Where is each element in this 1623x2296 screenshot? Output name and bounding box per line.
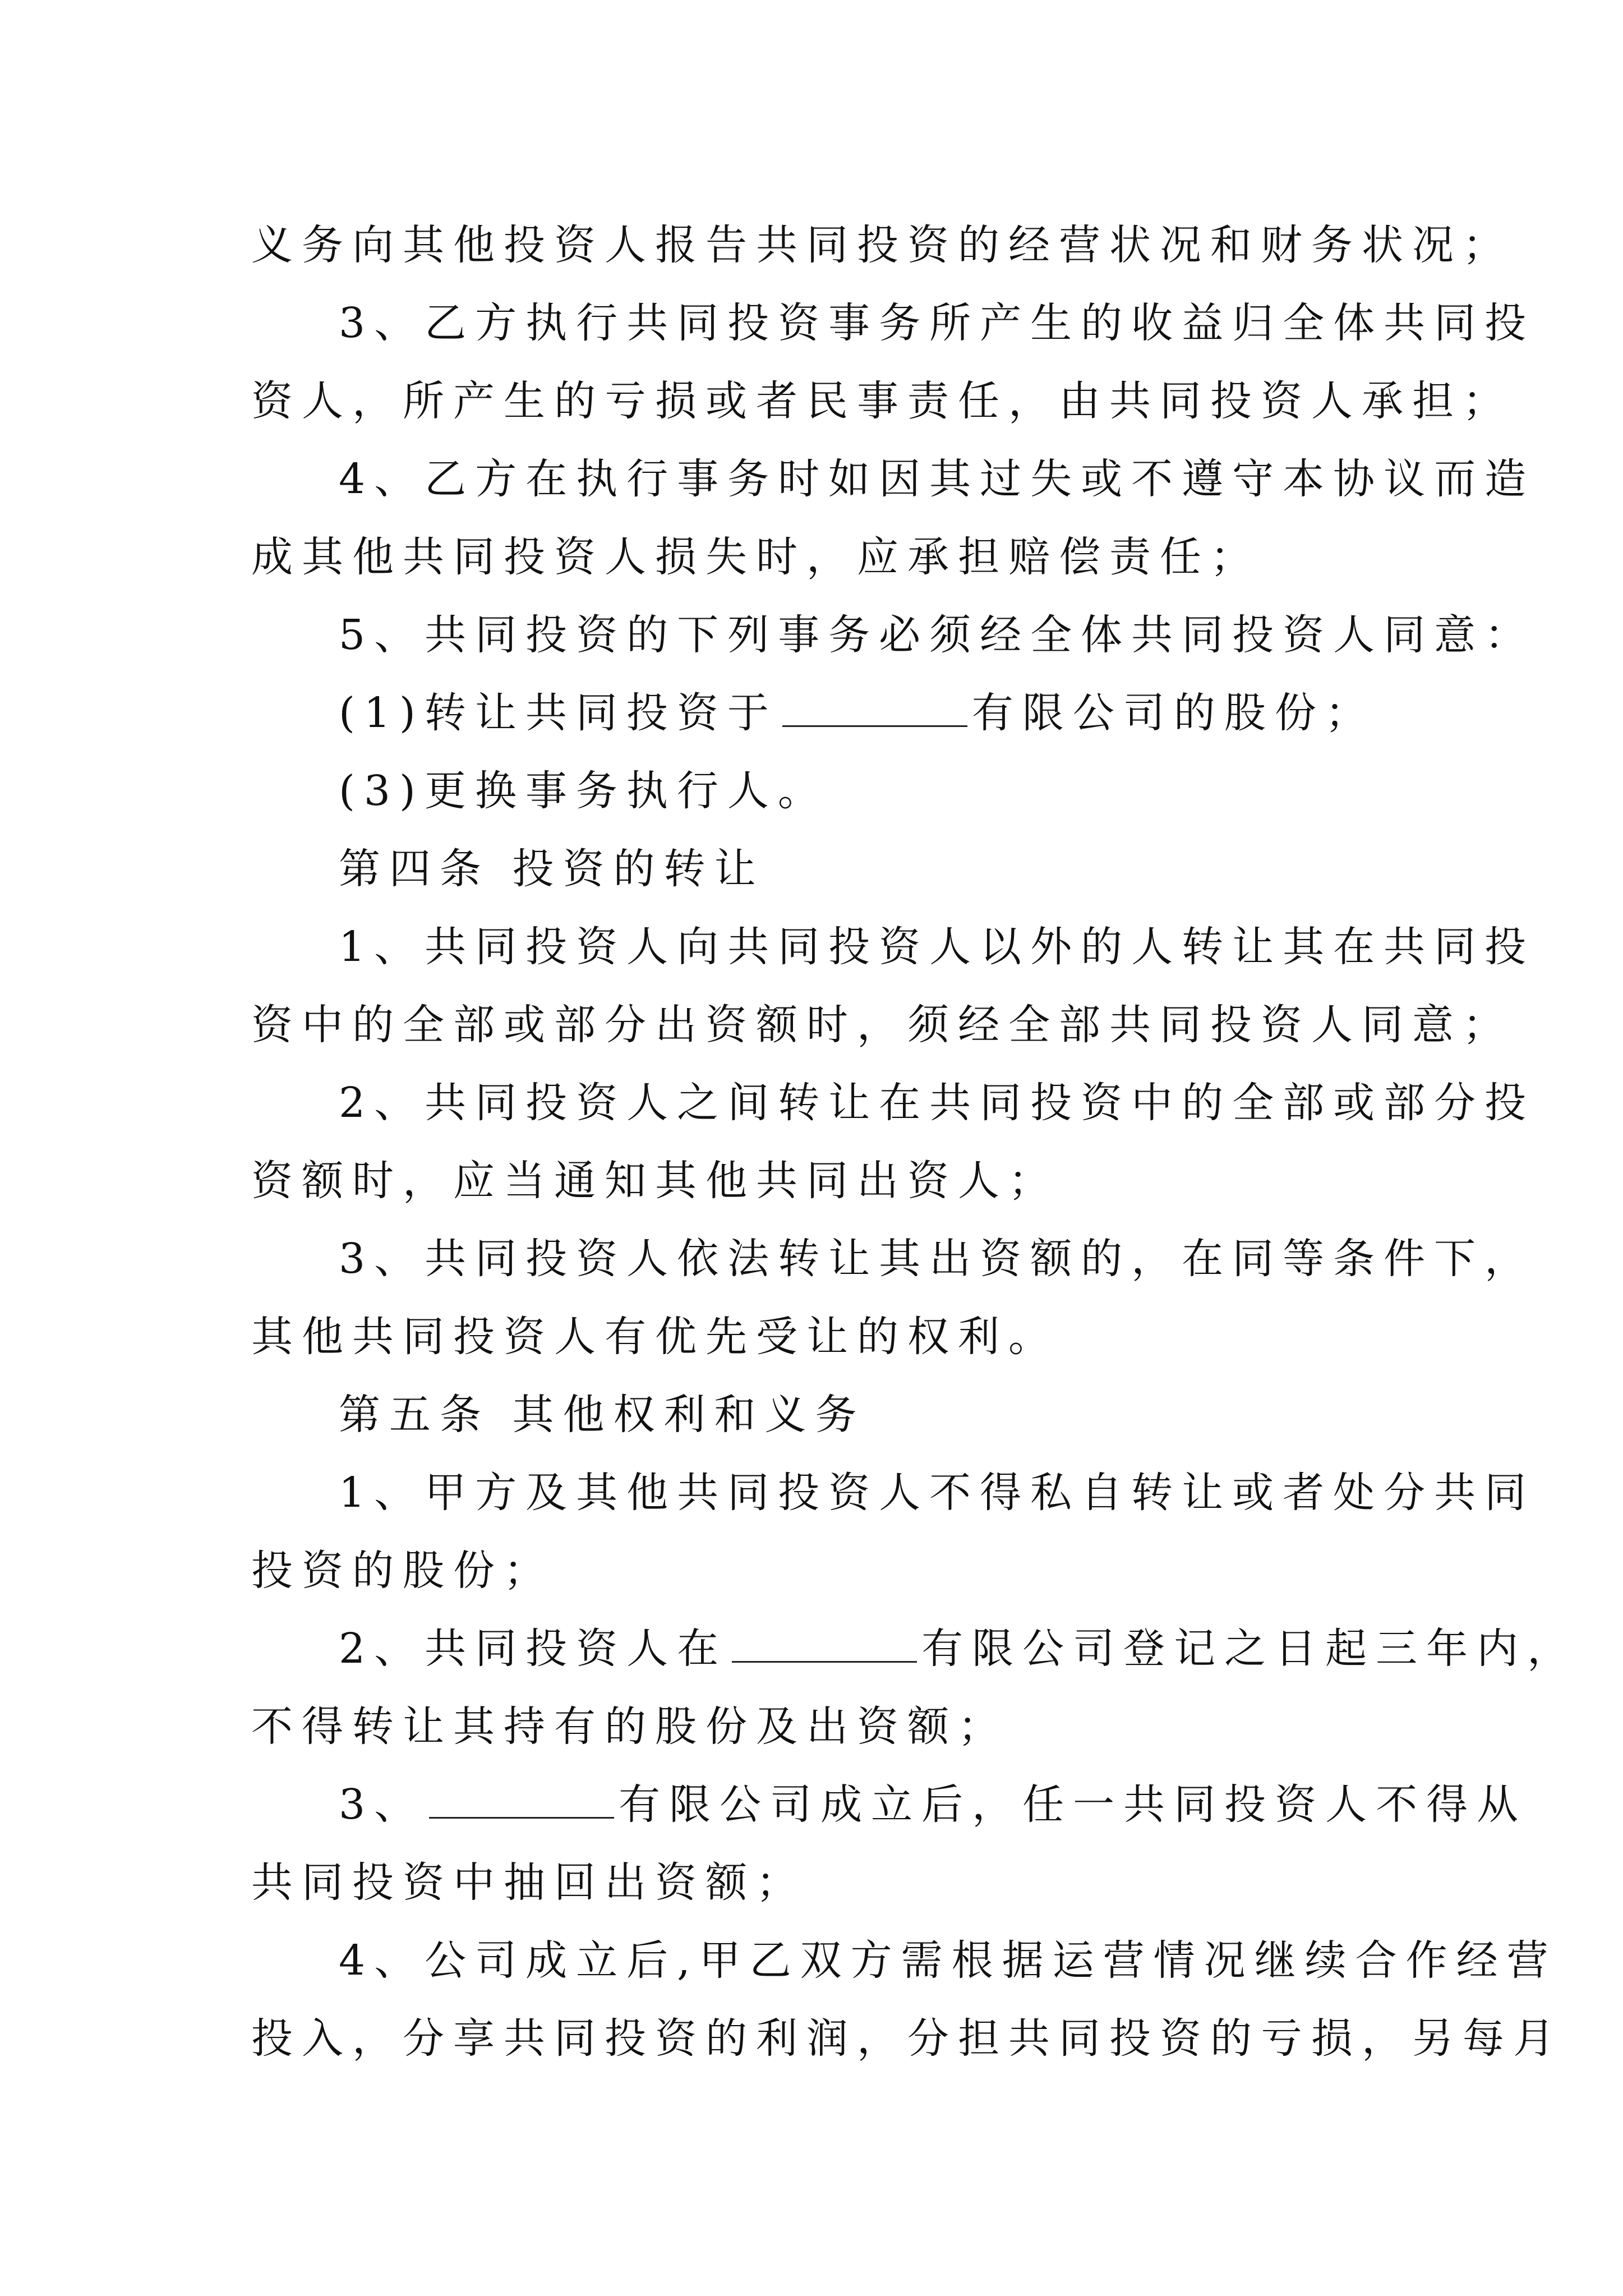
article-5-clause-2 <box>251 1610 1578 1688</box>
article-4-clause-3: 3、共同投资人依法转让其出资额的，在同等条件下， <box>339 1235 1536 1283</box>
clause-3-suffix: 有限公司成立后，任一共同投资人不得从 <box>619 1780 1528 1829</box>
body-line: 资额时，应当通知其他共同出资人； <box>251 1157 1059 1205</box>
article-4-clause-1: 1、共同投资人向共同投资人以外的人转让其在共同投 <box>339 923 1536 971</box>
body-line: 投资的股份； <box>251 1547 554 1595</box>
item-1-prefix: (1)转让共同投资于 <box>339 689 778 737</box>
item-1-suffix: 有限公司的股份； <box>971 689 1376 737</box>
clause-2-prefix: 2、共同投资人在 <box>339 1625 728 1673</box>
body-line: 资中的全部或部分出资额时，须经全部共同投资人同意； <box>251 1001 1513 1049</box>
document-body <box>251 206 1578 2078</box>
body-line: 义务向其他投资人报告共同投资的经营状况和财务状况； <box>251 221 1513 269</box>
clause-4: 4、乙方在执行事务时如因其过失或不遵守本协议而造 <box>339 455 1536 503</box>
company-name-blank <box>732 1627 917 1663</box>
body-line: 资人，所产生的亏损或者民事责任，由共同投资人承担； <box>251 377 1513 425</box>
article-5-clause-3 <box>251 1766 1528 1844</box>
clause-2-suffix: 有限公司登记之日起三年内， <box>921 1625 1578 1673</box>
body-line: 不得转让其持有的股份及出资额； <box>251 1703 1008 1751</box>
article-5-heading: 第五条 其他权利和义务 <box>339 1391 866 1439</box>
company-name-blank <box>429 1783 614 1819</box>
clause-3: 3、乙方执行共同投资事务所产生的收益归全体共同投 <box>339 299 1536 347</box>
body-line: 共同投资中抽回出资额； <box>251 1858 806 1907</box>
article-4-heading: 第四条 投资的转让 <box>339 845 765 893</box>
article-5-clause-1: 1、甲方及其他共同投资人不得私自转让或者处分共同 <box>339 1469 1536 1517</box>
body-line: 投入，分享共同投资的利润，分担共同投资的亏损，另每月 <box>251 2014 1564 2063</box>
body-line: 其他共同投资人有优先受让的权利。 <box>251 1313 1059 1361</box>
article-4-clause-2: 2、共同投资人之间转让在共同投资中的全部或部分投 <box>339 1079 1536 1127</box>
article-5-clause-4: 4、公司成立后,甲乙双方需根据运营情况继续合作经营 <box>339 1936 1557 1985</box>
clause-5: 5、共同投资的下列事务必须经全体共同投资人同意： <box>339 611 1536 659</box>
item-3-line: (3)更换事务执行人。 <box>339 767 828 815</box>
item-1-line <box>251 674 1378 752</box>
company-name-blank <box>782 692 967 727</box>
body-line: 成其他共同投资人损失时，应承担赔偿责任； <box>251 533 1261 581</box>
clause-3-prefix: 3、 <box>339 1780 425 1829</box>
